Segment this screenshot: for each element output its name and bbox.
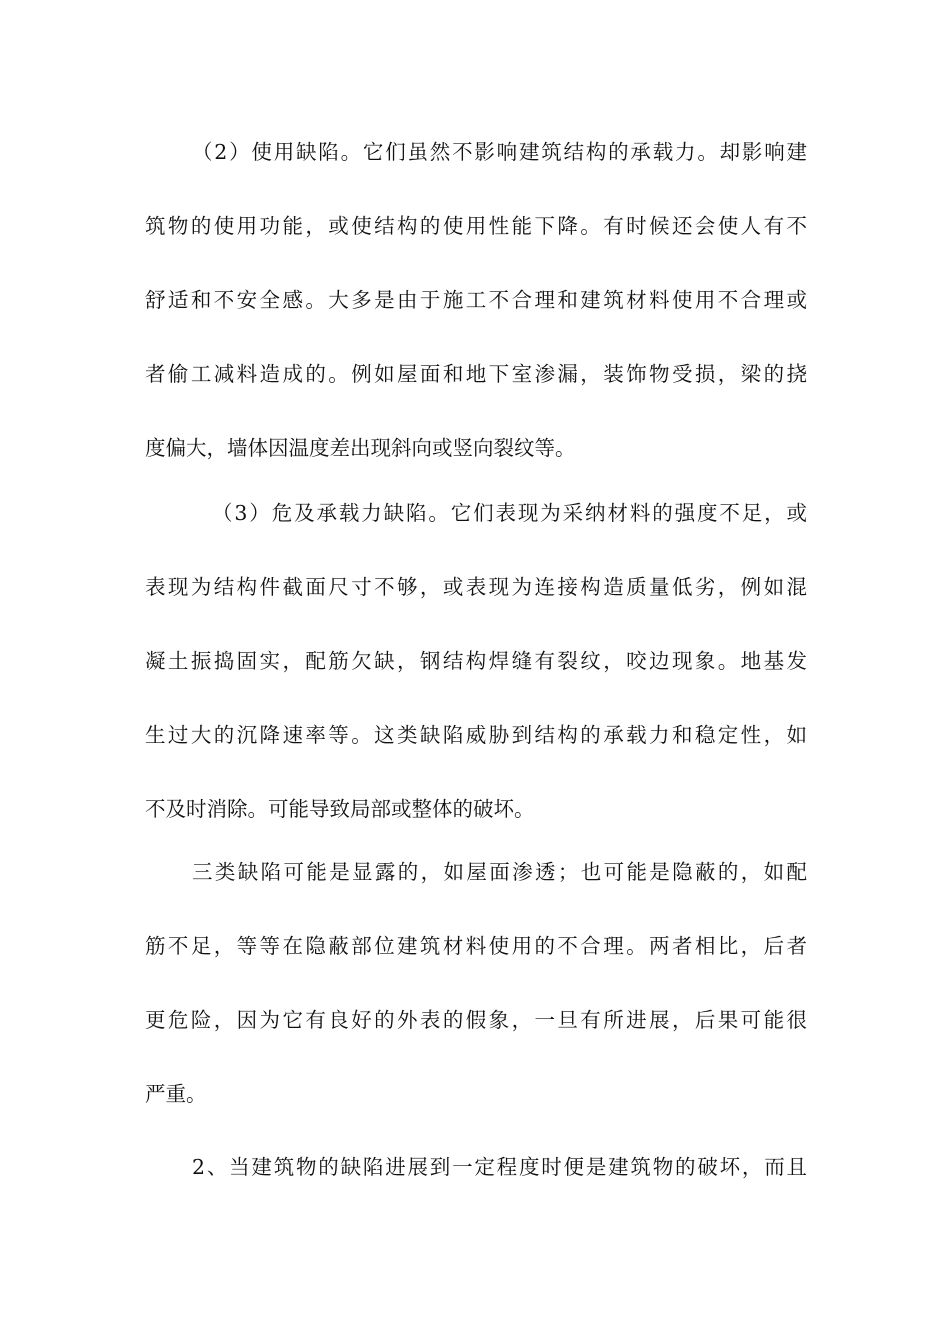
text-line: （2）使用缺陷。它们虽然不影响建筑结构的承载力。却影响建 [192, 140, 807, 164]
text-line: 度偏大，墙体因温度差出现斜向或竖向裂纹等。 [145, 436, 576, 460]
text-line: （3）危及承载力缺陷。它们表现为采纳材料的强度不足，或 [212, 501, 807, 525]
text-line: 凝土振捣固实，配筋欠缺，钢结构焊缝有裂纹，咬边现象。地基发 [145, 649, 807, 673]
text-line: 2、当建筑物的缺陷进展到一定程度时便是建筑物的破坏，而且 [192, 1155, 807, 1179]
text-line: 不及时消除。可能导致局部或整体的破坏。 [145, 797, 535, 821]
text-line: 表现为结构件截面尺寸不够，或表现为连接构造质量低劣，例如混 [145, 575, 807, 599]
text-line: 生过大的沉降速率等。这类缺陷威胁到结构的承载力和稳定性，如 [145, 723, 807, 747]
text-line: 者偷工减料造成的。例如屋面和地下室渗漏，装饰物受损，梁的挠 [145, 362, 807, 386]
text-line: 筋不足，等等在隐蔽部位建筑材料使用的不合理。两者相比，后者 [145, 934, 807, 958]
text-line: 筑物的使用功能，或使结构的使用性能下降。有时候还会使人有不 [145, 214, 807, 238]
text-line: 更危险，因为它有良好的外表的假象，一旦有所进展，后果可能很 [145, 1008, 807, 1032]
text-line: 三类缺陷可能是显露的，如屋面渗透；也可能是隐蔽的，如配 [192, 860, 807, 884]
text-line: 严重。 [145, 1082, 207, 1106]
text-line: 舒适和不安全感。大多是由于施工不合理和建筑材料使用不合理或 [145, 288, 807, 312]
